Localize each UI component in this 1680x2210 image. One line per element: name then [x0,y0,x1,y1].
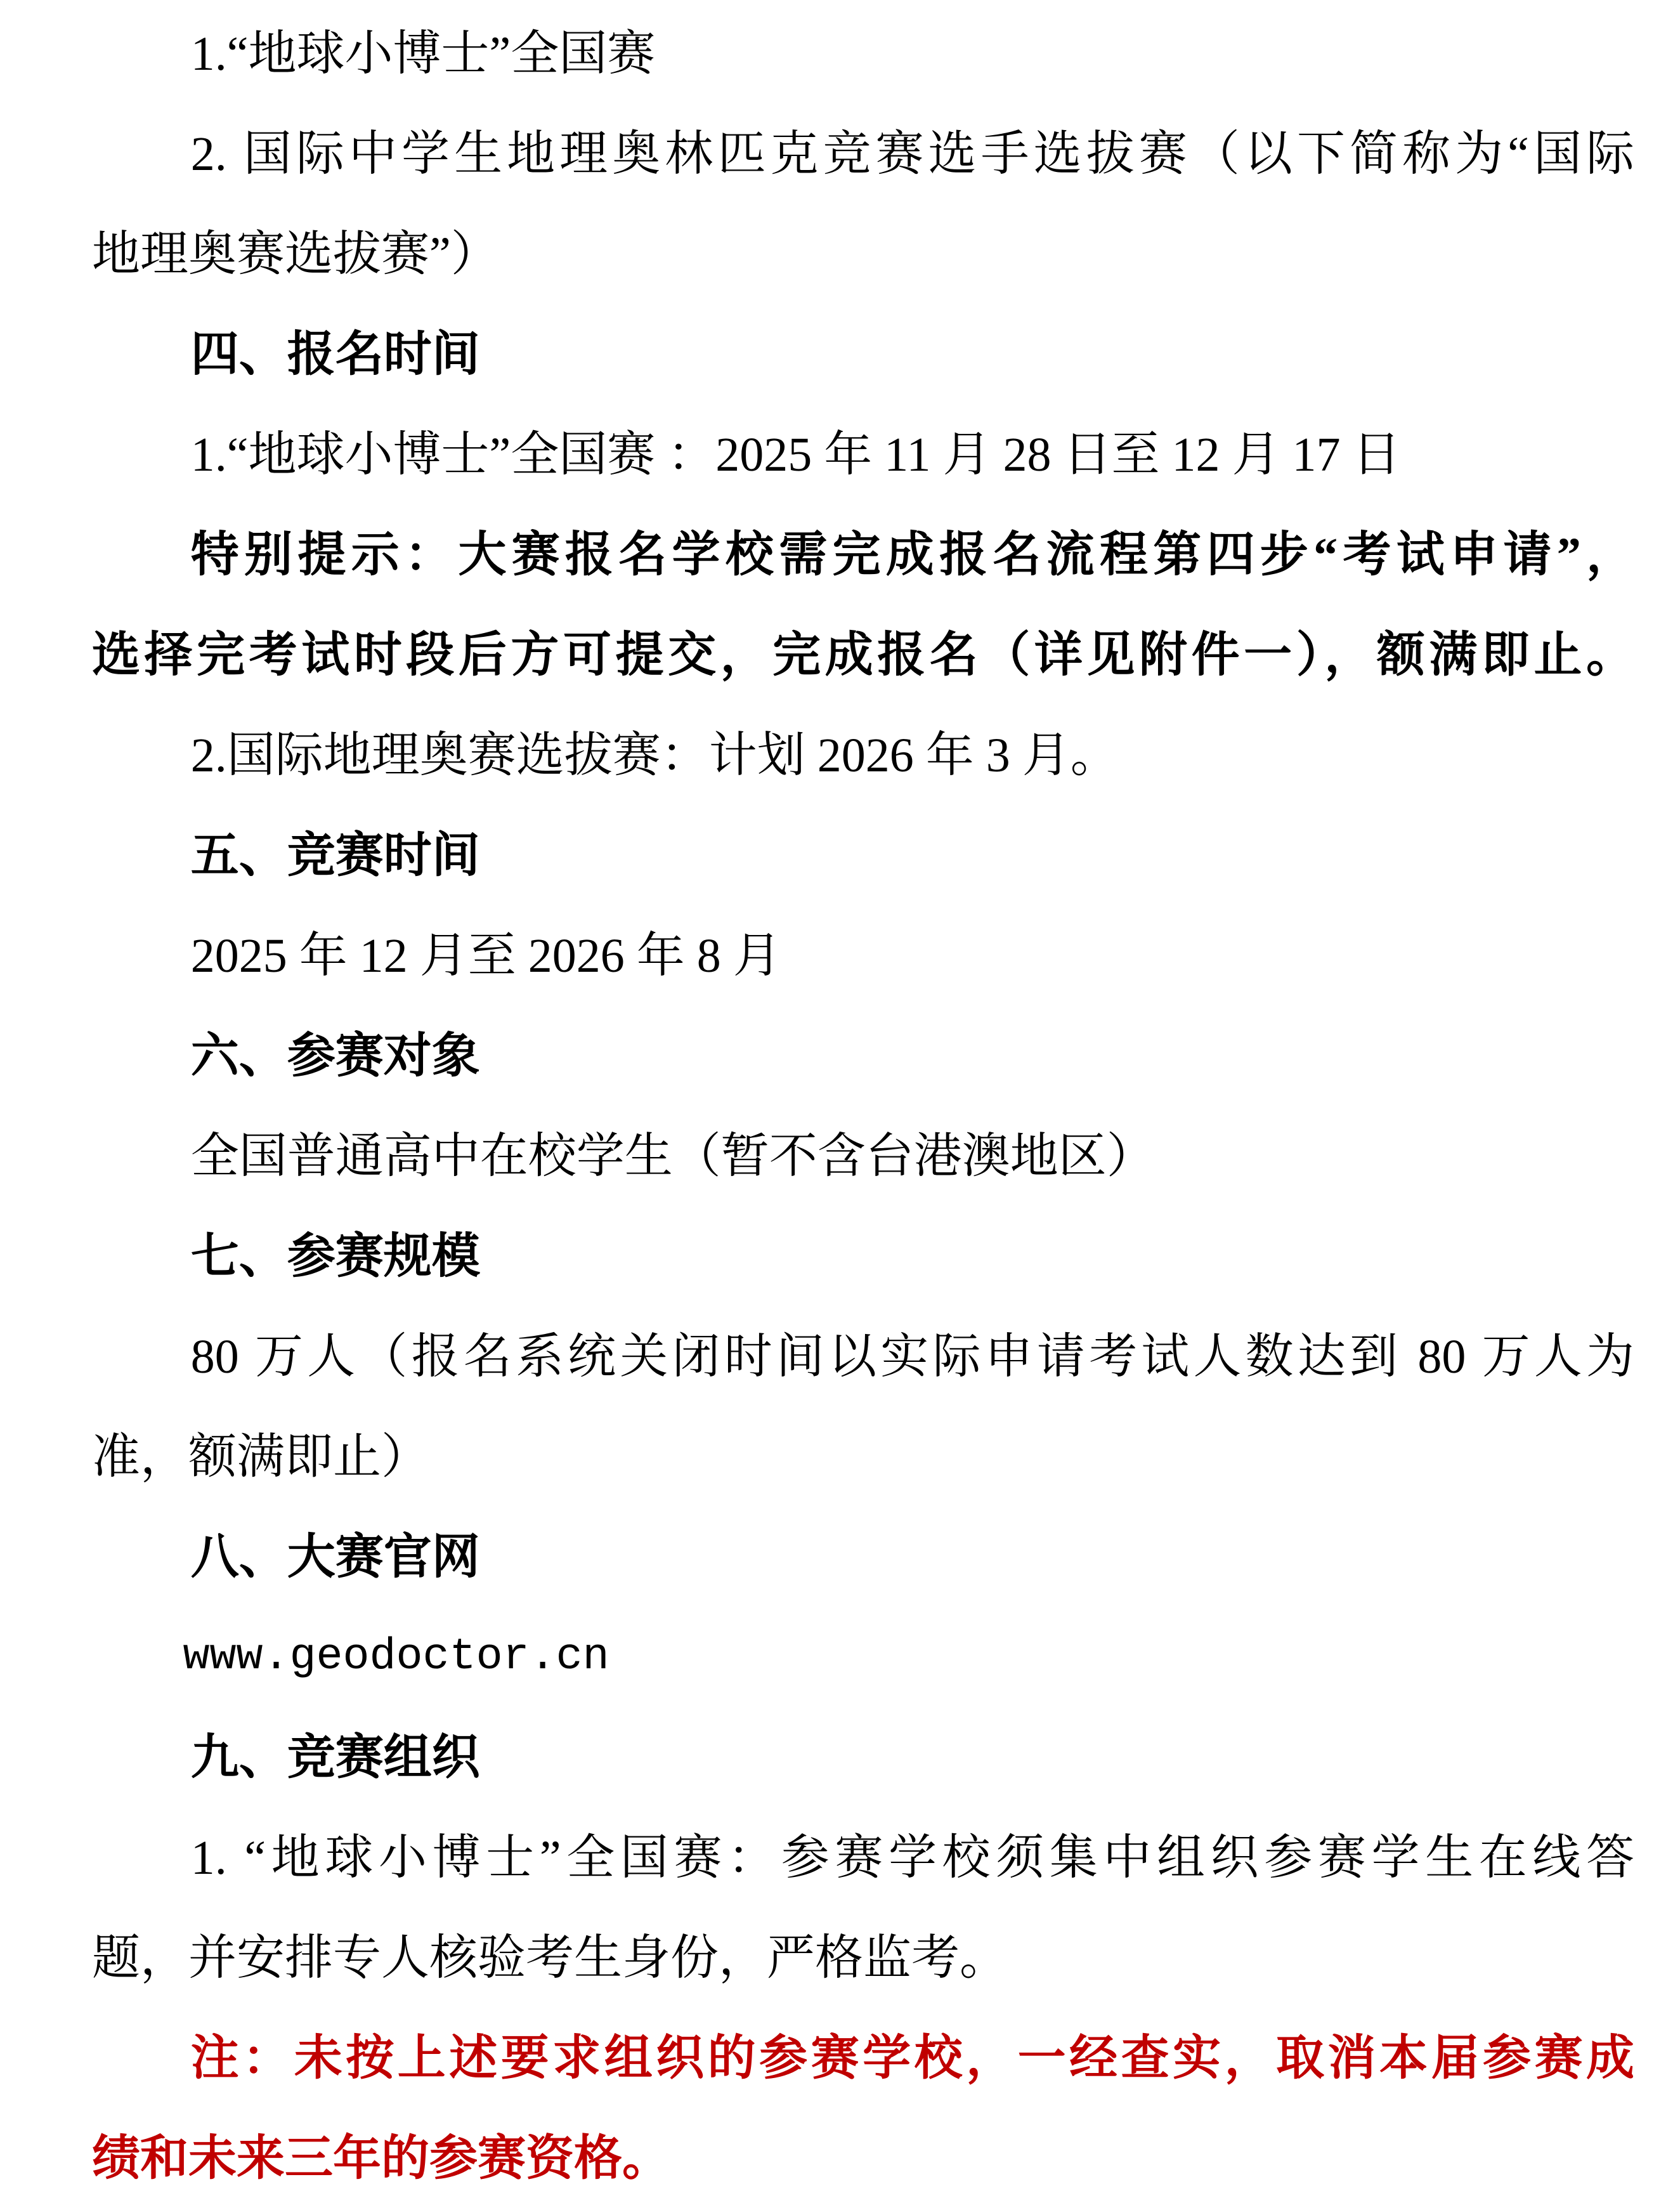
heading-competition-time: 五、竞赛时间 [190,829,480,882]
disqualification-note-cont: 绩和未来三年的参赛资格。 [92,2132,670,2185]
heading-registration-time: 四、报名时间 [190,328,480,381]
list-item-igeo-selection: 2. 国际中学生地理奥林匹克竞赛选手选拔赛（以下简称为“国际 [190,128,1634,181]
heading-participants: 六、参赛对象 [190,1030,480,1083]
heading-competition-organization: 九、竞赛组织 [190,1731,480,1784]
scale-value-cont: 准，额满即止） [92,1430,429,1484]
heading-official-website: 八、大赛官网 [190,1531,480,1584]
list-item-earth-doctor-national: 1.“地球小博士”全国赛 [190,27,656,81]
competition-time-value: 2025 年 12 月至 2026 年 8 月 [190,929,781,983]
participants-value: 全国普通高中在校学生（暂不含台港澳地区） [190,1130,1155,1183]
heading-scale: 七、参赛规模 [190,1230,480,1283]
organization-item-national: 1. “地球小博士”全国赛：参赛学校须集中组织参赛学生在线答 [190,1831,1634,1885]
registration-time-national: 1.“地球小博士”全国赛 ：2025 年 11 月 28 日至 12 月 17 日 [190,428,1401,481]
registration-time-igeo: 2.国际地理奥赛选拔赛：计划 2026 年 3 月。 [190,729,1119,782]
official-website-url: www.geodoctor.cn [183,1632,609,1682]
special-notice: 特别提示：大赛报名学校需完成报名流程第四步“考试申请”， [190,528,1634,582]
list-item-igeo-selection-cont: 地理奥赛选拔赛”） [92,228,499,281]
special-notice-cont: 选择完考试时段后方可提交，完成报名（详见附件一），额满即止。 [92,629,1634,682]
scale-value: 80 万人（报名系统关闭时间以实际申请考试人数达到 80 万人为 [190,1330,1634,1383]
organization-item-national-cont: 题，并安排专人核验考生身份，严格监考。 [92,1932,1008,1985]
disqualification-note: 注：未按上述要求组织的参赛学校，一经查实，取消本届参赛成 [190,2032,1634,2085]
